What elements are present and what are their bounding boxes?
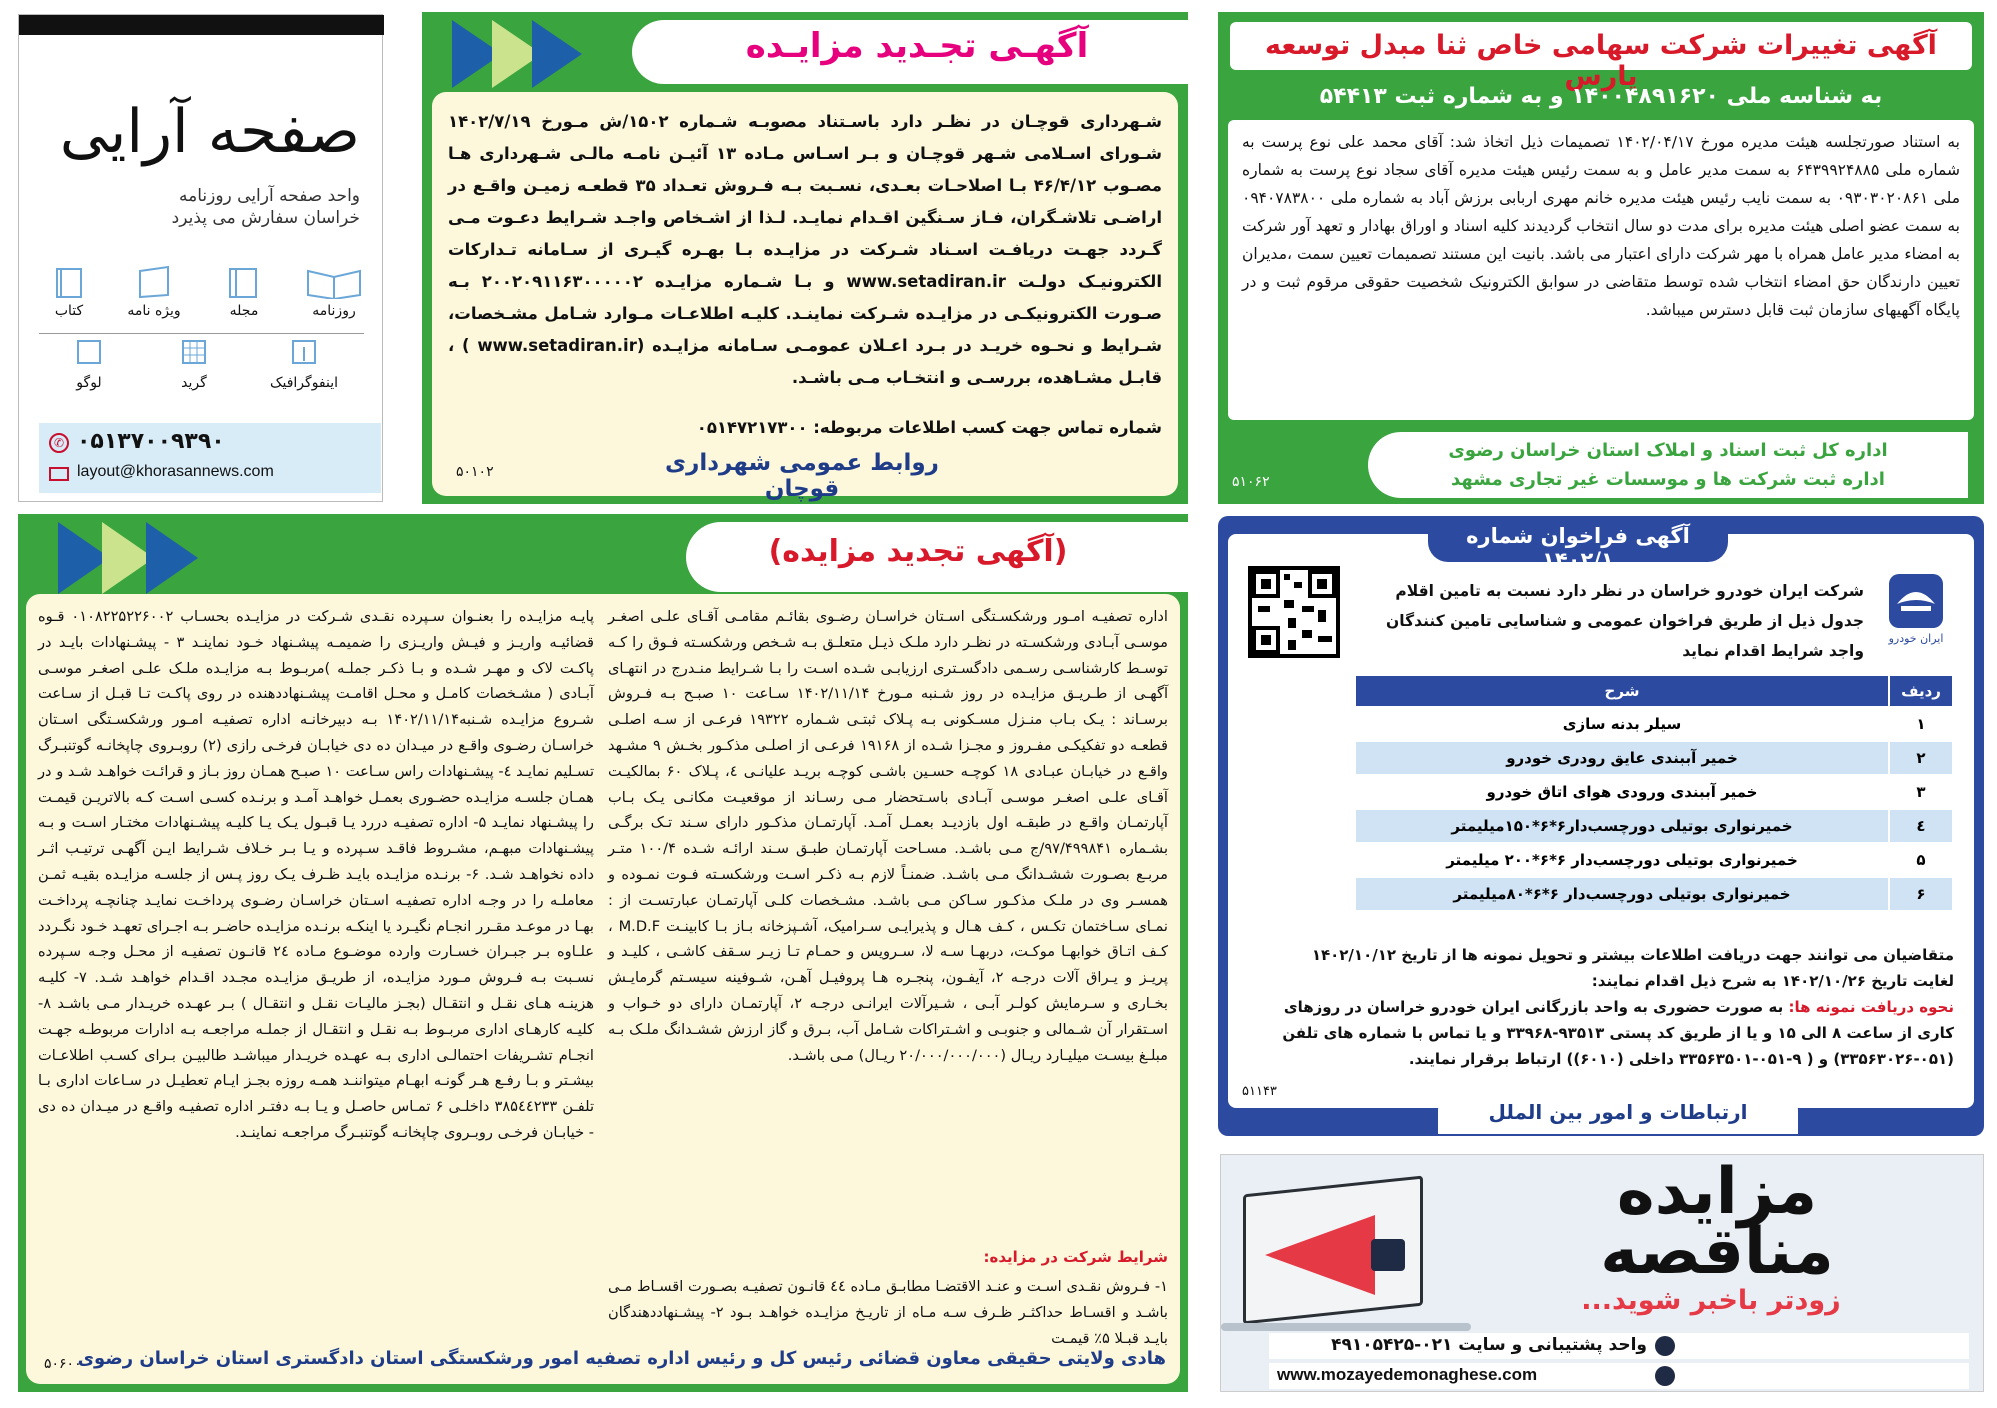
table-cell: خمیرنواری بوتیلی دورچسب‌دار ۶*۶*۸۰میلیمتر bbox=[1355, 877, 1889, 911]
layout-item-magazine: مجله bbox=[229, 303, 259, 319]
court-conditions-title: شرایط شرکت در مزایده: bbox=[983, 1248, 1168, 1266]
pars-code: ۵۱۰۶۲ bbox=[1232, 474, 1270, 490]
irankhodro-note2-wrap bbox=[1248, 994, 1954, 1072]
quchan-title: آگهـی تجـدید مزایـده bbox=[745, 26, 1089, 66]
layout-ad bbox=[18, 14, 383, 502]
table-row bbox=[1355, 707, 1953, 741]
mozayede-title2: مناقصه bbox=[1600, 1215, 1834, 1289]
layout-ad-subtitle: واحد صفحه آرایی روزنامه خراسان سفارش می پذیرد bbox=[171, 186, 360, 228]
table-row bbox=[1355, 843, 1953, 877]
layout-contact-box bbox=[39, 423, 381, 493]
phone-icon: ✆ bbox=[49, 433, 69, 453]
mozayede-website[interactable]: www.mozayedemonaghese.com bbox=[1277, 1365, 1538, 1384]
pars-body: به استناد صورتجلسه هیئت مدیره مورخ ۱۴۰۲/۰۴/۱۷ تصمیمات ذیل اتخاذ شد: آقای محمد علی نوع پرست به شماره ملی ۶۴۳۹۹۲۴۸۸۵ به سمت مدیر عامل و به سمت رئیس هیئت مدیره آقای سجاد نوع پرست به شماره ملی ۰۹۳۰۳۰۲۰۸۶۱ به سمت نایب رئیس هیئت مدیره خانم مهری اربابی برزش آباد به شماره ملی ۰۹۴۰۷۸۳۸۰۰ به سمت عضو اصلی هیئت مدیره برای مدت دو سال انتخاب گردیدند کلیه اسناد و اوراق بهادار و تعهد آور شرکت به امضاء مدیر عامل همراه با مهر شرکت دارای اعتبار می باشد. بانیت این مستند تصمیمات تعیین سمت ،مدیران تعیین دارندگان حق امضاء انتخاب شده توسط متقاضی در سوابق الکترونیک شخصیت حقوقی مرقوم ثبت و در پایگاه آگهیهای سازمان ثبت قابل دسترس میباشد. bbox=[1242, 133, 1961, 319]
irankhodro-note1: متقاضیان می توانند جهت دریافت اطلاعات بیشتر و تحویل نمونه ها از تاریخ ۱۴۰۲/۱۰/۱۲ لغایت تاریخ ۱۴۰۲/۱۰/۲۶ به شرح ذیل اقدام نمایند: bbox=[1311, 946, 1954, 990]
infographic-icon bbox=[259, 337, 349, 407]
layout-email: layout@khorasannews.com bbox=[77, 463, 274, 480]
irankhodro-table bbox=[1354, 674, 1954, 912]
pars-title: آگهی تغییرات شرکت سهامی خاص ثنا مبدل توسعه پارس bbox=[1265, 30, 1937, 92]
irankhodro-logo-text: ایران خودرو bbox=[1888, 632, 1944, 645]
pars-ad bbox=[1218, 12, 1984, 504]
laptop-base bbox=[1221, 1323, 1471, 1331]
chevron-icon bbox=[532, 20, 582, 88]
mozayede-ad bbox=[1220, 1154, 1984, 1392]
layout-item-logo: لوگو bbox=[76, 375, 102, 391]
table-row bbox=[1355, 775, 1953, 809]
table-cell: ۵ bbox=[1889, 843, 1953, 877]
layout-item-newspaper: روزنامه bbox=[312, 303, 356, 319]
court-conditions-start: ۱- فـروش نقـدی اسـت و عنـد الاقتضـا مطابـق مـاده ٤٤ قانـون تصفیـه بصـورت اقسـاط مـی باشـد و اقسـاط حداکثـر ظـرف سـه مـاه از تاریـخ مزایـده خواهـد بـود ۲- پیشـنهاددهندگان بایـد قبـلا ۵٪ قیمـت bbox=[608, 1278, 1168, 1347]
book-icon bbox=[39, 265, 99, 325]
layout-phone: ۰۵۱۳۷۰۰۹۳۹۰ bbox=[77, 429, 225, 454]
megaphone-icon bbox=[1265, 1215, 1375, 1295]
newspaper-icon bbox=[299, 265, 369, 325]
table-cell: ۱ bbox=[1889, 707, 1953, 741]
quchan-body: شـهرداری قوچـان در نظـر دارد باسـتناد مصوبـه شـماره ۱۵۰۲/ش مـورخ ۱۴۰۲/۷/۱۹ شـورای اسـلامی شـهر قوچـان و بـر اسـاس مـاده ۱۳ آئیـن نامـه مالـی شـهرداری هـا مصـوب ۴۶/۴/۱۲ بـا اصلاحـات بعـدی، نسـبت بـه فـروش تعـداد ۳۵ قطعـه زمیـن واقـع در اراضـی تلاشـگران، فـاز سـنگین اقـدام نمایـد. لـذا از اشـخاص واجـد شـرایط دعـوت مـی گـردد جهـت دریافـت اسـناد شـرکت در مزایـده بـا بهـره گیـری از سـامانه تـدارکات الکترونیـک دولـت www.setadiran.ir و بـا شـماره مزایـده ۲۰۰۲۰۹۱۱۶۳۰۰۰۰۰۲ بـه صـورت الکترونیکـی در مزایـده شـرکت نماینـد. کلیـه اطلاعـات مـوارد شـامل مشـخصات، شـرایط و نحـوه خریـد در بـرد اعـلان عمومـی سـامانه مزایـده (www.setadiran.ir ) ، قابـل مشـاهده، بررسـی و انتخـاب مـی باشـد. bbox=[448, 112, 1163, 387]
quchan-body-box bbox=[432, 92, 1178, 502]
support-icon bbox=[1655, 1336, 1675, 1356]
table-row bbox=[1355, 877, 1953, 911]
irankhodro-title: آگهی فراخوان شماره ۱۴۰۲/۱ bbox=[1466, 524, 1690, 572]
quchan-ad bbox=[422, 12, 1188, 504]
irankhodro-logo bbox=[1878, 574, 1954, 660]
layout-icons-row2 bbox=[49, 337, 349, 407]
table-cell: ۲ bbox=[1889, 741, 1953, 775]
court-code: ۵۰۶۰۰ bbox=[44, 1356, 82, 1372]
table-cell: خمیر آببندی عایق رودری خودرو bbox=[1355, 741, 1889, 775]
layout-item-infographic: اینفوگرافیک bbox=[269, 375, 339, 391]
layout-item-grid: گرید bbox=[181, 375, 207, 391]
table-cell: خمیر آببندی ورودی هوای اتاق خودرو bbox=[1355, 775, 1889, 809]
layout-icons-row1 bbox=[39, 265, 369, 325]
irankhodro-note2: به صورت حضوری به واحد بازرگانی ایران خودرو خراسان در روزهای کاری از ساعت ۸ الی ۱۵ و یا از طریق کد پستی ۹۳۵۱۳-۳۳۹۶۸ و یا تماس با شماره های تلفن (۰۵۱-۳۳۵۶۳۰۲۶) و ( ۹-۰۵۱-۳۳۵۶۳۵۰۱ داخلی (۶۰۱۰)) ارتباط برقرار نمایند. bbox=[1282, 998, 1954, 1068]
special-issue-icon bbox=[119, 265, 189, 325]
table-cell: ۳ bbox=[1889, 775, 1953, 809]
mozayede-title1: مزایده bbox=[1616, 1155, 1818, 1229]
pars-subtitle: به شناسه ملی ۱۴۰۰۴۸۹۱۶۲۰ و به شماره ثبت ۵۴۴۱۳ bbox=[1319, 84, 1883, 109]
table-cell: خمیرنواری بوتیلی دورچسب‌دار ۶*۶*۲۰۰ میلیمتر bbox=[1355, 843, 1889, 877]
logo-icon bbox=[49, 337, 129, 407]
mozayede-support: واحد پشتیبانی و سایت ۰۲۱-۴۹۱۰۵۴۲۵ bbox=[1331, 1335, 1647, 1355]
court-title: (آگهی تجدید مزایده) bbox=[768, 534, 1068, 569]
pars-signature: اداره کل ثبت اسناد و املاک استان خراسان رضوی اداره ثبت شرکت ها و موسسات غیر تجاری مشهد bbox=[1448, 440, 1888, 490]
table-cell: خمیرنواری بوتیلی دورچسب‌دار۶*۶*۱۵۰میلیمتر bbox=[1355, 809, 1889, 843]
layout-item-book: کتاب bbox=[54, 303, 84, 319]
irankhodro-signature: ارتباطات و امور بین الملل bbox=[1488, 1100, 1748, 1124]
irankhodro-code: ۵۱۱۴۳ bbox=[1242, 1084, 1277, 1099]
court-col-right: اداره تصفیـه امـور ورشکسـتگی اسـتان خراسـان رضـوی بقائـم مقامـی آقـای علـی اصغـر موسـی آبـادی ورشکسـته در نظـر دارد ملـک ذیـل متعلـق بـه شـخص ورشکسـته فـوق را کـه توسـط کارشناسـی رسـمی دادگسـتری ارزیابـی شـده اسـت را بـا شـرایط منـدرج در انتهـای آگهـی از طـریـق مزایـده در روز شـنبه مـورخ ۱۴۰۲/۱۱/۱۴ سـاعت ۱۰ صبـح بـه فـروش برسـاند : یـک بـاب منـزل مسـکونی بـه پـلاک ثبتـی شـماره ۱۹۳۲۲ فرعـی از سـه اصلـی قطعـه دو تفکیکـی مفـروز و مجـزا شـده از ۱۹۱۶۸ فرعـی از اصلـی مذکـور بخـش ۹ مشـهد واقـع در خیابـان عبـادی ۱۸ کوچـه حسـین باشـی کوچـه بریـد علیانـی ٤، پـلاک ۶۰ بمالکیـت آقـای علـی اصغـر موسـی آبـادی باسـتحضار مـی رسـاند از موقعیـت مکانـی یـک بـاب آپارتمـان واقـع در طبقـه اول بازدیـد بعمـل آمـد. آپارتمـان مذکـور دارای سـند تـک برگـی بشـماره ۹۷/۴۹۹۸۴۱/ج مـی باشـد. مسـاحت آپارتمـان طبـق سـند ارائـه شـده ۱۰۰/۴ متـر مربـع بصـورت ششـدانگ مـی باشـد. ضمنـاً لازم بـه ذکـر اسـت ورشکسـته فـوت نمـوده و همسـر وی در ملـک مذکـور سـاکن مـی باشـد. مشـخصات کلـی آپارتمـان عبارتسـت از : نمـای سـاختمان تکـس ، کـف هـال و پذیرایـی سـرامیک، آشـپزخانه بـاز بـا کابینـت M.D.F ، کـف اتـاق خوابهـا موکـت، دربهـا سـه لا، سـرویس و حمـام تـا زیـر سـقف کاشـی ، کلیـد و پریـز و یـراق آلات درجـه ۲، آیفـون، پنجـره هـا پروفیـل آهـن، شـوفینه سیسـتم گرمایـش بخـاری و سـرمایش کولـر آبـی ، شـیرآلات ایرانـی درجـه ۲، آپارتمـان دارای دو خـواب و اسـتقرار آن شـمالی و جنوبـی و اشـتراکات شـامل آب، بـرق و گاز ارزش ششـدانگ ملـک بـه مبلـغ بیسـت میلیـارد ریـال (۲۰/۰۰۰/۰۰۰/۰۰۰ ریـال) مـی باشـد. bbox=[608, 608, 1169, 1064]
irankhodro-note2-label: نحوه دریافت نمونه ها: bbox=[1788, 998, 1954, 1016]
table-cell: سیلر بدنه سازی bbox=[1355, 707, 1889, 741]
mozayede-slogan: زودتر باخبر شوید... bbox=[1581, 1285, 1841, 1316]
qr-code-icon bbox=[1248, 566, 1340, 658]
megaphone-handle bbox=[1371, 1239, 1405, 1271]
irankhodro-ad bbox=[1218, 516, 1984, 1136]
layout-divider bbox=[39, 333, 364, 334]
mail-icon bbox=[49, 467, 69, 481]
irankhodro-intro: شرکت ایران خودرو خراسان در نظر دارد نسبت به تامین اقلام جدول ذیل از طریق فراخوان عمومی و شناسایی تامین کنندگان واجد شرایط اقدام نماید bbox=[1386, 582, 1864, 660]
magazine-icon bbox=[209, 265, 279, 325]
pars-body-box bbox=[1228, 120, 1974, 420]
layout-item-special-issue: ویژه نامه bbox=[127, 303, 181, 319]
table-row bbox=[1355, 809, 1953, 843]
table-header-description: شرح bbox=[1355, 675, 1889, 707]
court-body-box bbox=[26, 594, 1180, 1384]
table-cell: ۶ bbox=[1889, 877, 1953, 911]
quchan-code: ۵۰۱۰۲ bbox=[456, 464, 494, 480]
quchan-signature: روابط عمومی شهرداری قوچان bbox=[665, 450, 939, 502]
table-row bbox=[1355, 741, 1953, 775]
irankhodro-logo-mark bbox=[1889, 574, 1943, 628]
court-signature: هادی ولایتی حقیقی معاون قضائی رئیس کل و رئیس اداره تصفیه امور ورشکستگی استان دادگستری استان خراسان رضوی bbox=[77, 1348, 1166, 1369]
irankhodro-inner bbox=[1228, 524, 1974, 1108]
table-cell: ٤ bbox=[1889, 809, 1953, 843]
chevron-icon bbox=[146, 522, 198, 594]
layout-ad-title: صفحه آرایی bbox=[59, 97, 360, 167]
layout-ad-topbar bbox=[19, 15, 384, 35]
court-col-left: پایـه مزایـده را بعنـوان سـپرده نقـدی شـرکت در مزایـده بحسـاب ۰۱۰۸۲۲۵۲۲۶۰۰۲ قـوه قضائیـه واریـز و فیـش واریـزی را ضمیمـه پیشـنهاد خـود نماینـد ۳ - پیشـنهادات بایـد در پاکـت لاک و مهـر شـده و بـا ذکـر جملـه )مربـوط بـه مزایـده ملـک علـی اصغـر موسـی آبـادی ( مشـخصات کامـل و محـل اقامـت پیشـنهاددهنده در روی پاکـت تـا قبـل از سـاعت شـروع مزایـده شـنبه۱۴۰۲/۱۱/۱۴ بـه دبیرخانـه اداره تصفیـه امـور ورشکسـتگی اسـتان خراسـان رضـوی واقـع در میـدان ده دی خیابـان فرخـی رازی (۲) روبـروی چاپخانـه گوتنبـرگ تسـلیم نمایـد ٤- پیشـنهادات راس سـاعت ۱۰ صبـح همـان روز بـاز و قرائـت خواهـد شـد و در همـان جلسـه مزایـده حضـوری بعمـل خواهـد آمـد و برنـده کسـی اسـت کـه بالاتریـن قیمـت را پیشـنهاد نمایـد ۵- اداره تصفیـه دررد یـا قبـول یـک یـا کلیـه پیشـنهادات مختـار اسـت و بـه پیشـنهادات مبهـم، مشـروط فاقـد سـپرده و یـا بـر خـلاف شـرایط ایـن آگهـی ترتیـب اثـر داده نخواهـد شـد. ۶- برنـده مزایـده بایـد ظـرف یـک روز پـس از جلسـه مزایـده بقیـه ثمـن معاملـه را در وجـه اداره تصفیـه اسـتان خراسـان رضـوی پرداخـت نمایـد چنانچـه پرداخـت بهـا در موعـد مقـرر انجـام نگیـرد یا اینکـه برنـده مزایـده حاضـر بـه اجـرای تعهـد خـود نگـردد علـاوه بـر جبـران خسـارت وارده موضـوع مـاده ۲٤ قانـون تصفیـه از محـل وجـه سـپرده نسـبت بـه فـروش مـورد مزایـده، از طریـق مزایـده مجـدد اقـدام خواهـد شـد. ۷- کلیـه هزینـه هـای نقـل و انتقـال (بجـز مالیـات نقـل و انتقـال ) بـر عهـده خریـدار مـی باشـد ۸- کلیـه کارهـای اداری مربـوط بـه نقـل و انتقـال از جملـه مراجعـه بـه ادارات مربوطـه جهـت انجـام تشـریفات احتمالـی اداری بـه عهـده خریـدار میباشـد طالبیـن بـرای کسـب اطلاعـات بیشـتر و بـا رفـع هـر گونـه ابهـام میتواننـد همـه روزه بجـز ایـام تعطیـل در سـاعات اداری بـا تلفـن ۳۸۵٤٤۲۳۳ داخلـی ۶ تمـاس حاصـل و یـا بـه دفتـر اداره تصفیـه واقـع در میـدان ده دی - خیابـان فرخـی روبـروی چاپخانـه گوتنبـرگ مراجعـه نماینـد. bbox=[38, 608, 595, 1141]
table-header-row-no: ردیف bbox=[1889, 675, 1953, 707]
quchan-contact: شماره تماس جهت کسب اطلاعات مربوطه: ۰۵۱۴۷۲۱۷۳۰۰ bbox=[696, 418, 1162, 437]
court-ad bbox=[18, 514, 1188, 1392]
grid-icon bbox=[154, 337, 234, 407]
globe-icon bbox=[1655, 1366, 1675, 1386]
